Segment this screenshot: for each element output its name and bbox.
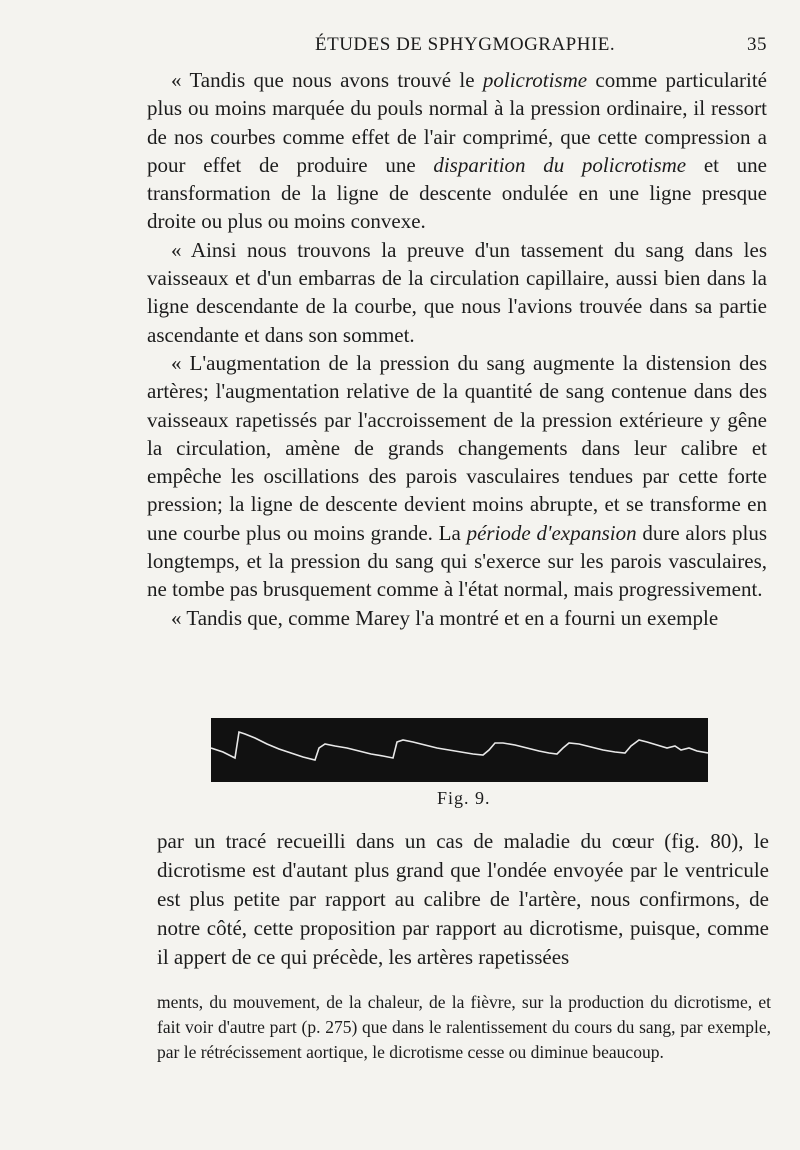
- page-number: 35: [747, 34, 767, 55]
- paragraph-4-continued: par un tracé recueilli dans un cas de maladie du cœur (fig. 80), le dicrotisme est d'autant plus grand que l'ondée envoyée par le ventricule est plus petite par rapport au calibre de l'artère, nous confirmons, de notre côté, cette proposition par rapport au dicrotisme, puisque, comme il appert de ce qui précède, les artères rapetissées: [157, 829, 769, 969]
- pulse-tracing-figure: [211, 718, 708, 782]
- paragraph-3-text-a: « L'augmentation de la pression du sang augmente la distension des artères; l'augmentation relative de la quantité de sang contenue dans des vaisseaux rapetissés par l'accroissement de la pression extérieure y gêne la circulation, amène de grands changements dans leur calibre et empêche les oscillations des parois vasculaires tendues par cette forte pression; la ligne de descente devient moins abrupte, et se transforme en une courbe plus ou moins grande. La: [147, 350, 767, 545]
- paragraph-1-text-b: comme particularité plus ou moins marquée du pouls normal à la pression ordinaire, il ressort de nos courbes comme effet de l'air comprimé, que cette compression a pour effet de produire une: [147, 68, 767, 177]
- paragraph-3-emphasis-1: période d'expansion: [466, 520, 637, 545]
- figure-caption: Fig. 9.: [437, 788, 491, 808]
- paragraph-4-start: « Tandis que, comme Marey l'a montré et en a fourni un exemple: [171, 605, 719, 630]
- paragraph-1-text-c: et une transformation de la ligne de descente ondulée en une ligne presque droite ou plus ou moins convexe.: [147, 152, 768, 234]
- main-text-block: [147, 66, 767, 632]
- paragraph-2: « Ainsi nous trouvons la preuve d'un tassement du sang dans les vaisseaux et d'un embarras de la circulation capillaire, aussi bien dans la ligne descendante de la courbe, que nous l'avions trouvée dans sa partie ascendante et dans son sommet.: [147, 237, 767, 347]
- running-title: ÉTUDES DE SPHYGMOGRAPHIE.: [315, 34, 616, 55]
- continued-text-block: [157, 827, 769, 972]
- paragraph-3-text-b: dure alors plus longtemps, et la pression du sang qui s'exerce sur les parois vasculaires, ne tombe pas brusquement comme à l'état normal, mais progressivement.: [147, 520, 767, 602]
- running-header: [147, 34, 767, 60]
- paragraph-1: [147, 66, 767, 236]
- footnote-text: ments, du mouvement, de la chaleur, de la fièvre, sur la production du dicrotisme, et fait voir d'autre part (p. 275) que dans le ralentissement du cours du sang, par exemple, par le rétrécissement aortique, le dicrotisme cesse ou diminue beaucoup.: [157, 992, 771, 1062]
- paragraph-3: [147, 349, 767, 604]
- pulse-tracing-image: [211, 718, 708, 782]
- paragraph-1-emphasis-2: disparition du policrotisme: [433, 152, 687, 177]
- footnote-block: [157, 990, 771, 1065]
- paragraph-1-text-a: « Tandis que nous avons trouvé le: [171, 68, 483, 92]
- paragraph-1-emphasis-1: policrotisme: [482, 68, 588, 92]
